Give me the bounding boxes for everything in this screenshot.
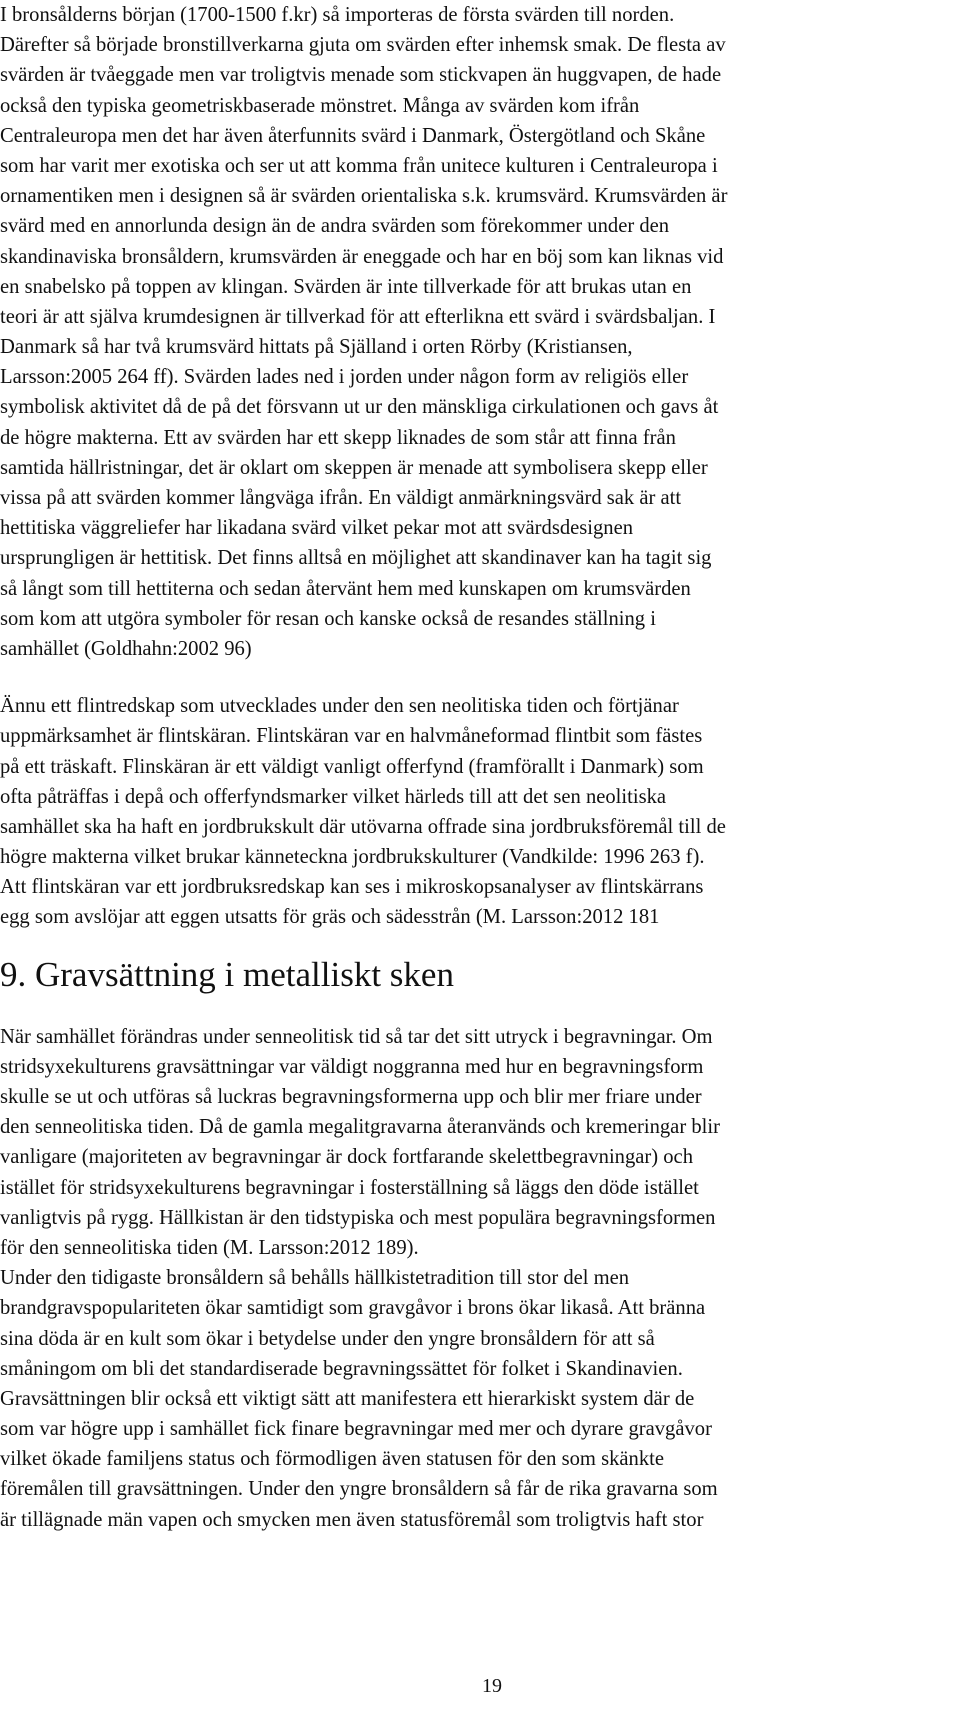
text-line: Gravsättningen blir också ett viktigt sätt att manifestera ett hierarkiskt system där de xyxy=(0,1387,695,1410)
text-line: svärd med en annorlunda design än de andra svärden som förekommer under den xyxy=(0,215,670,238)
text-line: småningom om bli det standardiserade begravningssättet för folket i Skandinavien. xyxy=(0,1357,683,1380)
text-line: på ett träskaft. Flinskäran är ett väldigt vanligt offerfynd (framförallt i Danmark) som xyxy=(0,755,704,778)
text-line: som var högre upp i samhället fick finare begravningar med mer och dyrare gravgåvor xyxy=(0,1418,712,1441)
text-line: vilket ökade familjens status och förmodligen även statusen för den som skänkte xyxy=(0,1448,664,1471)
text-line: en snabelsko på toppen av klingan. Svärden är inte tillverkade för att brukas utan en xyxy=(0,275,692,298)
text-line: Ännu ett flintredskap som utvecklades under den sen neolitiska tiden och förtjänar xyxy=(0,695,679,718)
text-line: Centraleuropa men det har även återfunnits svärd i Danmark, Östergötland och Skåne xyxy=(0,124,706,147)
text-line: teori är att själva krumdesignen är tillverkad för att efterlikna ett svärd i svärdsbaljan. I xyxy=(0,305,716,328)
text-line: som kom att utgöra symboler för resan och kanske också de resandes ställning i xyxy=(0,607,656,630)
text-line: När samhället förändras under senneolitisk tid så tar det sitt utryck i begravningar. Om xyxy=(0,1025,713,1048)
text-line: så långt som till hettiterna och sedan återvänt hem med kunskapen om krumsvärden xyxy=(0,577,691,600)
text-line: vissa på att svärden kommer långväga ifrån. En väldigt anmärkningsvärd sak är att xyxy=(0,487,682,509)
text-line: Under den tidigaste bronsåldern så behålls hällkistetradition till stor del men xyxy=(0,1267,630,1290)
paragraph-burial-bronze-age xyxy=(0,1263,932,1535)
text-line: ornamentiken men i designen så är svärden orientaliska s.k. krumsvärd. Krumsvärden är xyxy=(0,185,728,208)
text-line: är tillägnade män vapen och smycken men även statusföremål som troligtvis haft stor xyxy=(0,1508,704,1531)
section-heading: 9. Gravsättning i metalliskt sken xyxy=(0,954,454,994)
text-line: ursprungligen är hettitisk. Det finns alltså en möjlighet att skandinaver kan ha tagit sig xyxy=(0,547,712,570)
text-line: stridsyxekulturens gravsättningar var väldigt noggranna med hur en begravningsform xyxy=(0,1055,704,1078)
text-line: samhället ska ha haft en jordbrukskult där utövarna offrade sina jordbruksföremål till de xyxy=(0,815,726,838)
text-line: istället för stridsyxekulturens begravningar i fosterställning så läggs den döde istället xyxy=(0,1176,699,1199)
text-line: vanligtvis på rygg. Hällkistan är den tidstypiska och mest populära begravningsformen xyxy=(0,1206,716,1229)
text-line: också den typiska geometriskbaserade mönstret. Många av svärden kom ifrån xyxy=(0,94,640,117)
text-line: högre makterna vilket brukar känneteckna jordbrukskulturer (Vandkilde: 1996 263 f). xyxy=(0,846,705,869)
text-line: hettitiska väggreliefer har likadana svärd vilket pekar mot att svärdsdesignen xyxy=(0,517,634,540)
text-line: för den senneolitiska tiden (M. Larsson:2012 189). xyxy=(0,1236,419,1259)
paragraph-flint-sickle xyxy=(0,691,932,933)
text-line: samtida hällristningar, det är oklart om skeppen är menade att symbolisera skepp eller xyxy=(0,456,708,479)
text-line: den senneolitiska tiden. Då de gamla megalitgravarna återanvänds och kremeringar blir xyxy=(0,1116,720,1139)
text-line: skulle se ut och utföras så luckras begravningsformerna upp och blir mer friare under xyxy=(0,1086,702,1108)
text-line: samhället (Goldhahn:2002 96) xyxy=(0,637,252,660)
text-line: föremålen till gravsättningen. Under den yngre bronsåldern så får de rika gravarna som xyxy=(0,1478,718,1501)
text-line: uppmärksamhet är flintskäran. Flintskäran var en halvmåneformad flintbit som fästes xyxy=(0,725,703,748)
text-line: Därefter så började bronstillverkarna gjuta om svärden efter inhemsk smak. De flesta av xyxy=(0,34,726,57)
text-line: Larsson:2005 264 ff). Svärden lades ned i jorden under någon form av religiös eller xyxy=(0,366,689,389)
text-line: ofta påträffas i depå och offerfyndsmarker vilket härleds till att det sen neolitiska xyxy=(0,785,667,808)
text-line: svärden är tvåeggade men var troligtvis menade som stickvapen än huggvapen, de hade xyxy=(0,64,722,87)
text-line: egg som avslöjar att eggen utsatts för gräs och sädesstrån (M. Larsson:2012 181 xyxy=(0,906,660,929)
page-number: 19 xyxy=(482,1675,502,1697)
text-line: I bronsålderns början (1700-1500 f.kr) så importeras de första svärden till norden. xyxy=(0,4,675,26)
text-line: sina döda är en kult som ökar i betydelse under den yngre bronsåldern för att så xyxy=(0,1327,655,1350)
paragraph-burial-neolithic xyxy=(0,1022,932,1264)
text-line: brandgravspopulariteten ökar samtidigt som gravgåvor i brons ökar likaså. Att bränna xyxy=(0,1297,706,1320)
paragraph-swords xyxy=(0,0,932,664)
text-line: Danmark så har två krumsvärd hittats på Själland i orten Rörby (Kristiansen, xyxy=(0,336,633,359)
text-line: Att flintskäran var ett jordbruksredskap kan ses i mikroskopsanalyser av flintskärrans xyxy=(0,876,704,899)
text-line: de högre makterna. Ett av svärden har ett skepp liknades de som står att finna från xyxy=(0,426,676,449)
text-line: vanligare (majoriteten av begravningar är dock fortfarande skelettbegravningar) och xyxy=(0,1146,693,1169)
text-line: som har varit mer exotiska och ser ut att komma från unitece kulturen i Centraleuropa i xyxy=(0,154,718,177)
text-line: symbolisk aktivitet då de på det försvann ut ur den mänskliga cirkulationen och gavs åt xyxy=(0,396,719,419)
text-line: skandinaviska bronsåldern, krumsvärden är eneggade och har en böj som kan liknas vid xyxy=(0,245,724,268)
